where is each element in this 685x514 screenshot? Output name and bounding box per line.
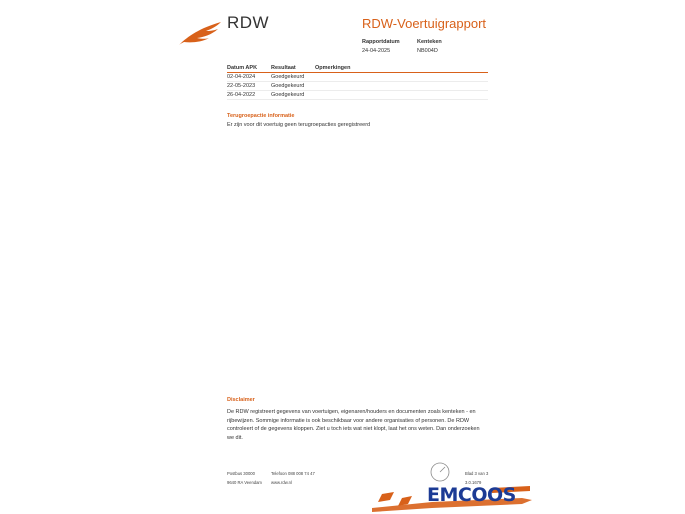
cell-result: Goedgekeurd	[271, 73, 315, 82]
license-plate-label: Kenteken	[417, 39, 442, 45]
table-row	[227, 82, 488, 91]
cell-result: Goedgekeurd	[271, 82, 315, 91]
report-date-label: Rapportdatum	[362, 39, 400, 45]
footer-address	[227, 469, 262, 487]
disclaimer-title: Disclaimer	[227, 397, 255, 403]
cell-result: Goedgekeurd	[271, 91, 315, 100]
cell-date: 02-04-2024	[227, 73, 271, 82]
watermark-text: EMCOOS	[427, 484, 516, 506]
footer-address-line: 9640 RA Veendam	[227, 480, 262, 485]
report-date	[362, 39, 400, 54]
rdw-feather-logo-icon	[178, 20, 222, 46]
license-plate-value: NB004D	[417, 48, 438, 54]
footer-version: 3.0.1679	[465, 480, 482, 485]
brand-name: RDW	[227, 13, 270, 32]
cell-remarks	[315, 73, 488, 82]
footer-website: www.rdw.nl	[271, 480, 292, 485]
footer-address-line: Postbus 30000	[227, 471, 255, 476]
report-date-value: 24-04-2025	[362, 48, 391, 54]
document-title: RDW-Voertuigrapport	[362, 16, 487, 31]
cell-date: 26-04-2022	[227, 91, 271, 100]
table-header-row	[227, 64, 488, 73]
column-header-remarks: Opmerkingen	[315, 64, 488, 73]
recall-section-text: Er zijn voor dit voertuig geen terugroepacties geregistreerd	[227, 122, 371, 128]
footer-contact	[271, 469, 315, 487]
cell-remarks	[315, 91, 488, 100]
footer-page-number: Blad 3 van 3	[465, 471, 489, 476]
cell-date: 22-05-2023	[227, 82, 271, 91]
table-row	[227, 91, 488, 100]
table-row	[227, 73, 488, 82]
footer-phone: Telefoon 088 008 74 47	[271, 471, 315, 476]
recall-section-title: Terugroepactie informatie	[227, 113, 295, 119]
disclaimer-text: De RDW registreert gegevens van voertuigen, eigenaren/houders en documenten zoals kenteken - en rijbewijzen. Sommige informatie is ook beschikbaar voor andere organisaties of personen. De RDW controleert of de gegevens kloppen. Ziet u toch iets wat niet klopt, laat het ons weten. Dan onderzoeken we dit.	[227, 409, 480, 441]
apk-history-table	[227, 64, 488, 100]
column-header-result: Resultaat	[271, 64, 315, 73]
license-plate	[417, 39, 442, 54]
column-header-date: Datum APK	[227, 64, 271, 73]
cell-remarks	[315, 82, 488, 91]
